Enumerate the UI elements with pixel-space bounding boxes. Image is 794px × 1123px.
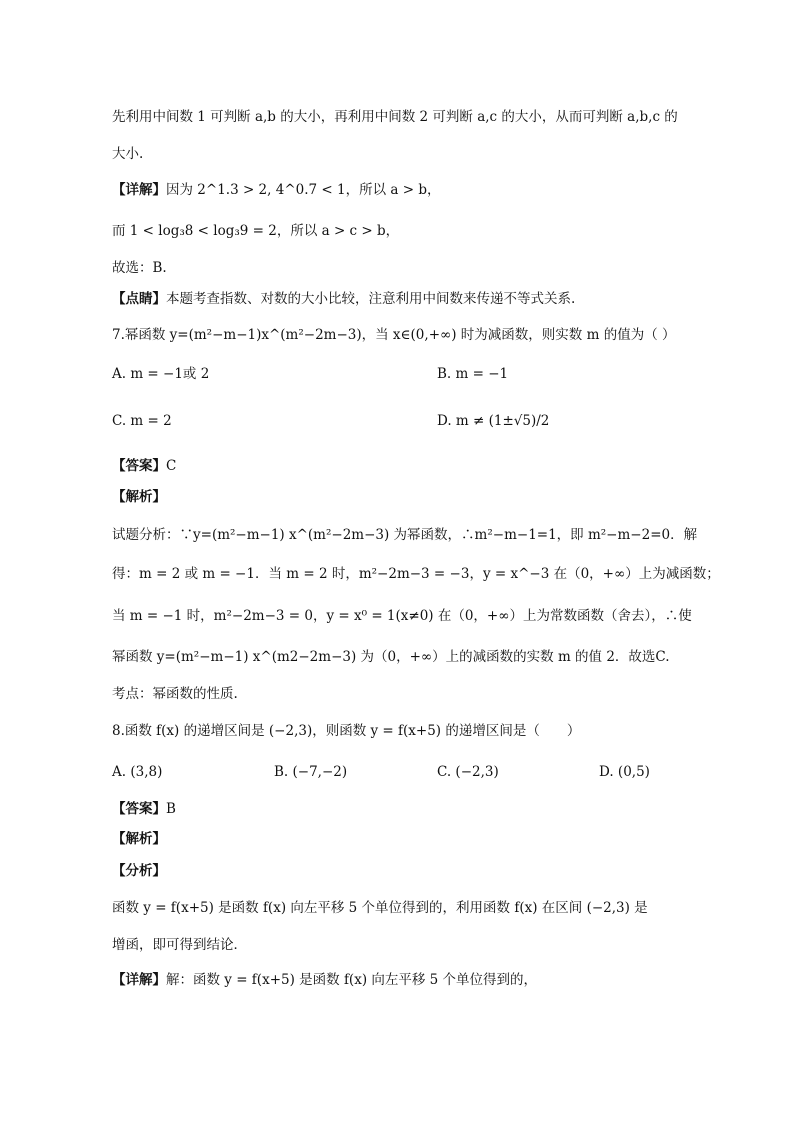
q7-option-c-text: C. m = 2: [112, 413, 172, 429]
q7-option-a-text: A. m = −1或 2: [112, 366, 210, 382]
q7-analysis-text-3: 当 m = −1 时，m²−2m−3 = 0，y = x⁰ = 1(x≠0) 在（0，+∞）上为常数函数（舍去），∴使: [112, 608, 692, 624]
analysis-tag: 【解析】: [112, 489, 166, 505]
q8-fenxi-text-1: 函数 y = f(x+5) 是函数 f(x) 向左平移 5 个单位得到的，利用函数 f(x) 在区间 (−2,3) 是: [112, 900, 648, 916]
q8-option-a: [112, 762, 162, 782]
q7-option-a: [112, 364, 209, 384]
q7-answer: C: [166, 458, 177, 474]
q6-comment-text: 本题考查指数、对数的大小比较，注意利用中间数来传递不等式关系.: [166, 291, 576, 307]
q7-option-b: [437, 364, 508, 384]
q7-analysis-line-3: [112, 606, 692, 626]
answer-tag: 【答案】: [112, 458, 166, 474]
q7-option-b-text: B. m = −1: [437, 366, 509, 382]
comment-tag: 【点睛】: [112, 291, 166, 307]
q7-stem-text: 7.幂函数 y=(m²−m−1)x^(m²−2m−3)，当 x∈(0,+∞) 时为减函数，则实数 m 的值为（ ）: [112, 327, 676, 343]
q8-detail-text: 解：函数 y = f(x+5) 是函数 f(x) 向左平移 5 个单位得到的，: [166, 972, 538, 988]
q6-choice: 故选：B.: [112, 260, 167, 276]
q7-option-d-text: D. m ≠ (1±√5)/2: [437, 413, 550, 429]
q7-kaodian: [112, 684, 238, 704]
q8-fenxi-line-2: [112, 935, 247, 955]
q7-kaodian-text: 考点：幂函数的性质.: [112, 686, 238, 702]
q6-choice-line: [112, 258, 167, 278]
q8-option-d: [599, 762, 650, 782]
fenxi-tag: 【分析】: [112, 863, 166, 879]
q8-stem: [112, 721, 580, 741]
q7-analysis-line-1: [112, 525, 697, 545]
q8-fenxi-text-2: 增函，即可得到结论．: [112, 937, 247, 953]
q8-option-c: [437, 762, 499, 782]
q6-detail-text: 因为 2^1.3 > 2, 4^0.7 < 1，所以 a > b，: [166, 182, 441, 198]
q6-log-text: 而 1 < log₃8 < log₃9 = 2，所以 a > c > b，: [112, 223, 400, 239]
q7-option-c: [112, 411, 172, 431]
q7-analysis-line-4: [112, 647, 670, 667]
intro-line-2: [112, 144, 143, 164]
q7-analysis-text-4: 幂函数 y=(m²−m−1) x^(m2−2m−3) 为（0，+∞）上的减函数的实数 m 的值 2．故选C.: [112, 649, 670, 665]
q8-answer: B: [166, 801, 176, 817]
analysis-tag: 【解析】: [112, 831, 166, 847]
q6-log-line: [112, 221, 399, 241]
q8-answer-line: [112, 799, 176, 819]
intro-line-1: [112, 107, 678, 127]
q8-fenxi-tag-line: [112, 861, 166, 881]
q6-detail-line: [112, 180, 440, 200]
q7-answer-line: [112, 456, 176, 476]
detail-tag: 【详解】: [112, 972, 166, 988]
q8-option-b-text: B. (−7,−2): [274, 764, 348, 780]
q8-stem-text: 8.函数 f(x) 的递增区间是 (−2,3)，则函数 y = f(x+5) 的递增区间是（ ）: [112, 723, 581, 739]
q8-fenxi-line-1: [112, 898, 648, 918]
q8-analysis-tag-line: [112, 829, 166, 849]
q8-option-b: [274, 762, 347, 782]
q8-detail-line: [112, 970, 537, 990]
intro-text-2: 大小.: [112, 146, 144, 162]
q7-analysis-text-1: 试题分析：∵y=(m²−m−1) x^(m²−2m−3) 为幂函数，∴m²−m−1=1，即 m²−m−2=0．解: [112, 527, 698, 543]
answer-tag: 【答案】: [112, 801, 166, 817]
q8-option-a-text: A. (3,8): [112, 764, 163, 780]
q7-analysis-text-2: 得：m = 2 或 m = −1．当 m = 2 时，m²−2m−3 = −3，y = x^−3 在（0，+∞）上为减函数；: [112, 566, 720, 582]
q7-option-d: [437, 411, 549, 431]
q7-analysis-line-2: [112, 564, 720, 584]
q6-comment-line: [112, 289, 575, 309]
q7-stem: [112, 325, 675, 345]
intro-text: 先利用中间数 1 可判断 a,b 的大小，再利用中间数 2 可判断 a,c 的大小，从而可判断 a,b,c 的: [112, 109, 678, 125]
detail-tag: 【详解】: [112, 182, 166, 198]
q7-analysis-tag-line: [112, 487, 166, 507]
q8-option-c-text: C. (−2,3): [437, 764, 499, 780]
q8-option-d-text: D. (0,5): [599, 764, 650, 780]
